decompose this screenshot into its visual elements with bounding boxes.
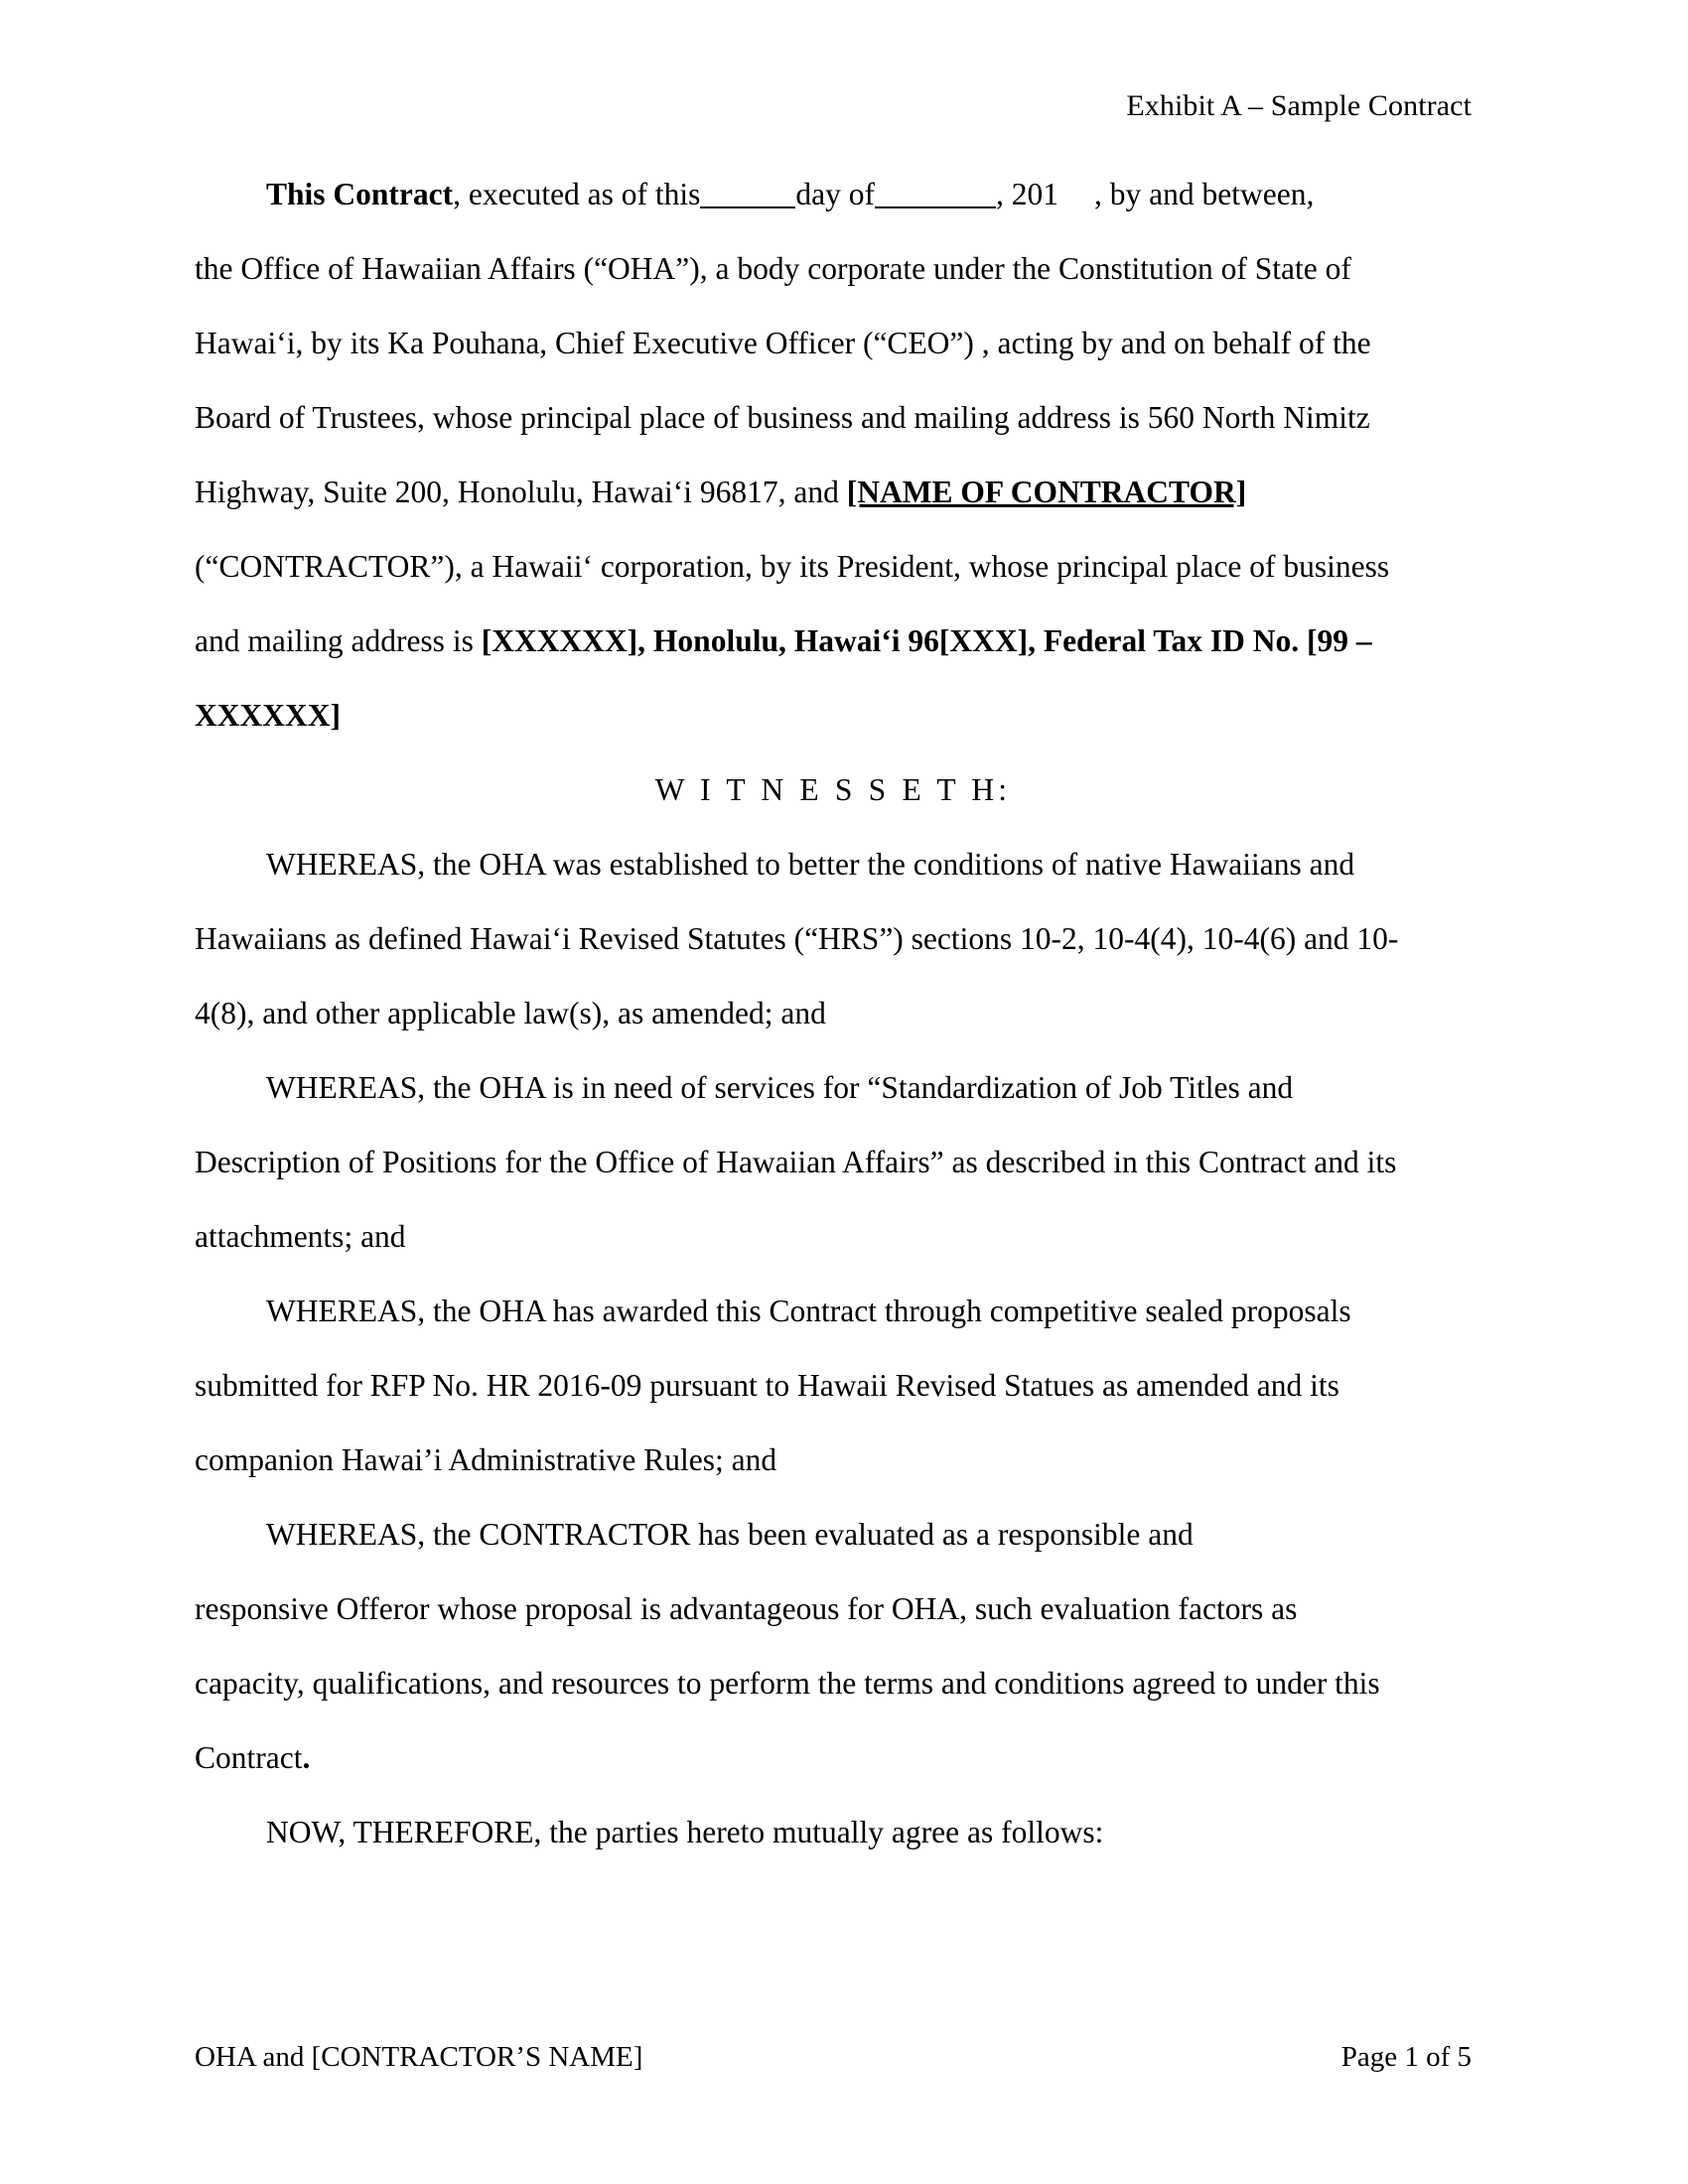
recital-closing-punct: . <box>302 1740 311 1775</box>
recital-line: Description of Positions for the Office of Hawaiian Affairs” as described in this Contract and its <box>195 1145 1397 1179</box>
year-prefix: , 201 <box>996 177 1059 211</box>
recital-line: companion Hawai’i Administrative Rules; and <box>195 1442 777 1477</box>
this-contract-lead: This Contract <box>266 177 454 211</box>
opening-after-year: , by and between, <box>1094 177 1315 211</box>
recital-line: WHEREAS, the OHA was established to better the conditions of native Hawaiians and <box>266 847 1355 882</box>
recital-line: Hawaiians as defined Hawaiʻi Revised Statutes (“HRS”) sections 10-2, 10-4(4), 10-4(6) and 10- <box>195 921 1399 956</box>
closing-paragraph-text: NOW, THEREFORE, the parties hereto mutually agree as follows: <box>266 1815 1104 1849</box>
day-of-label: day of <box>795 177 876 211</box>
day-blank-field[interactable] <box>700 206 795 208</box>
recital-whereas-3 <box>195 1274 1472 1497</box>
recital-whereas-2 <box>195 1050 1472 1274</box>
recital-whereas-4 <box>195 1497 1472 1795</box>
opening-line-6: (“CONTRACTOR”), a Hawaiiʻ corporation, by its President, whose principal place of business <box>195 549 1390 584</box>
contractor-name-placeholder: [NAME OF CONTRACTOR] <box>846 475 1247 509</box>
footer-page-number: Page 1 of 5 <box>1340 2041 1472 2073</box>
opening-after-lead: , executed as of this <box>453 177 701 211</box>
witnesseth-heading: W I T N E S S E T H: <box>654 772 1012 807</box>
recital-line: submitted for RFP No. HR 2016-09 pursuant to Hawaii Revised Statues as amended and its <box>195 1368 1339 1403</box>
opening-paragraph <box>195 157 1472 752</box>
page-footer <box>195 2043 1472 2072</box>
header-title: Exhibit A – Sample Contract <box>1126 89 1472 122</box>
opening-line-2: the Office of Hawaiian Affairs (“OHA”), a body corporate under the Constitution of State of <box>195 251 1351 286</box>
page-header <box>195 0 1472 121</box>
closing-paragraph <box>195 1795 1472 1869</box>
opening-line-7-prefix: and mailing address is <box>195 623 482 658</box>
opening-line-4: Board of Trustees, whose principal place of business and mailing address is 560 North Nimitz <box>195 400 1370 435</box>
document-body <box>195 157 1472 1869</box>
footer-left-text: OHA and [CONTRACTOR’S NAME] <box>195 2041 643 2073</box>
page-content <box>195 0 1472 1869</box>
recital-line: attachments; and <box>195 1219 406 1254</box>
tax-id-continuation: XXXXXX] <box>195 698 341 733</box>
recital-line: responsive Offeror whose proposal is advantageous for OHA, such evaluation factors as <box>195 1591 1298 1626</box>
address-placeholder: [XXXXXX], Honolulu, Hawaiʻi 96[XXX], Federal Tax ID No. [99 – <box>481 623 1372 658</box>
recital-line: capacity, qualifications, and resources to perform the terms and conditions agreed to under this <box>195 1666 1380 1701</box>
opening-line-5-prefix: Highway, Suite 200, Honolulu, Hawaiʻi 96817, and <box>195 475 847 509</box>
recital-line: 4(8), and other applicable law(s), as amended; and <box>195 996 826 1030</box>
recital-whereas-1 <box>195 827 1472 1050</box>
month-blank-field[interactable] <box>875 206 996 208</box>
opening-line-3: Hawaiʻi, by its Ka Pouhana, Chief Executive Officer (“CEO”) , acting by and on behalf of the <box>195 326 1371 360</box>
recital-closing-word: Contract <box>195 1740 303 1775</box>
recital-line: WHEREAS, the OHA is in need of services for “Standardization of Job Titles and <box>266 1070 1294 1105</box>
recital-line: WHEREAS, the OHA has awarded this Contract through competitive sealed proposals <box>266 1294 1351 1328</box>
recital-line: WHEREAS, the CONTRACTOR has been evaluated as a responsible and <box>266 1517 1194 1552</box>
